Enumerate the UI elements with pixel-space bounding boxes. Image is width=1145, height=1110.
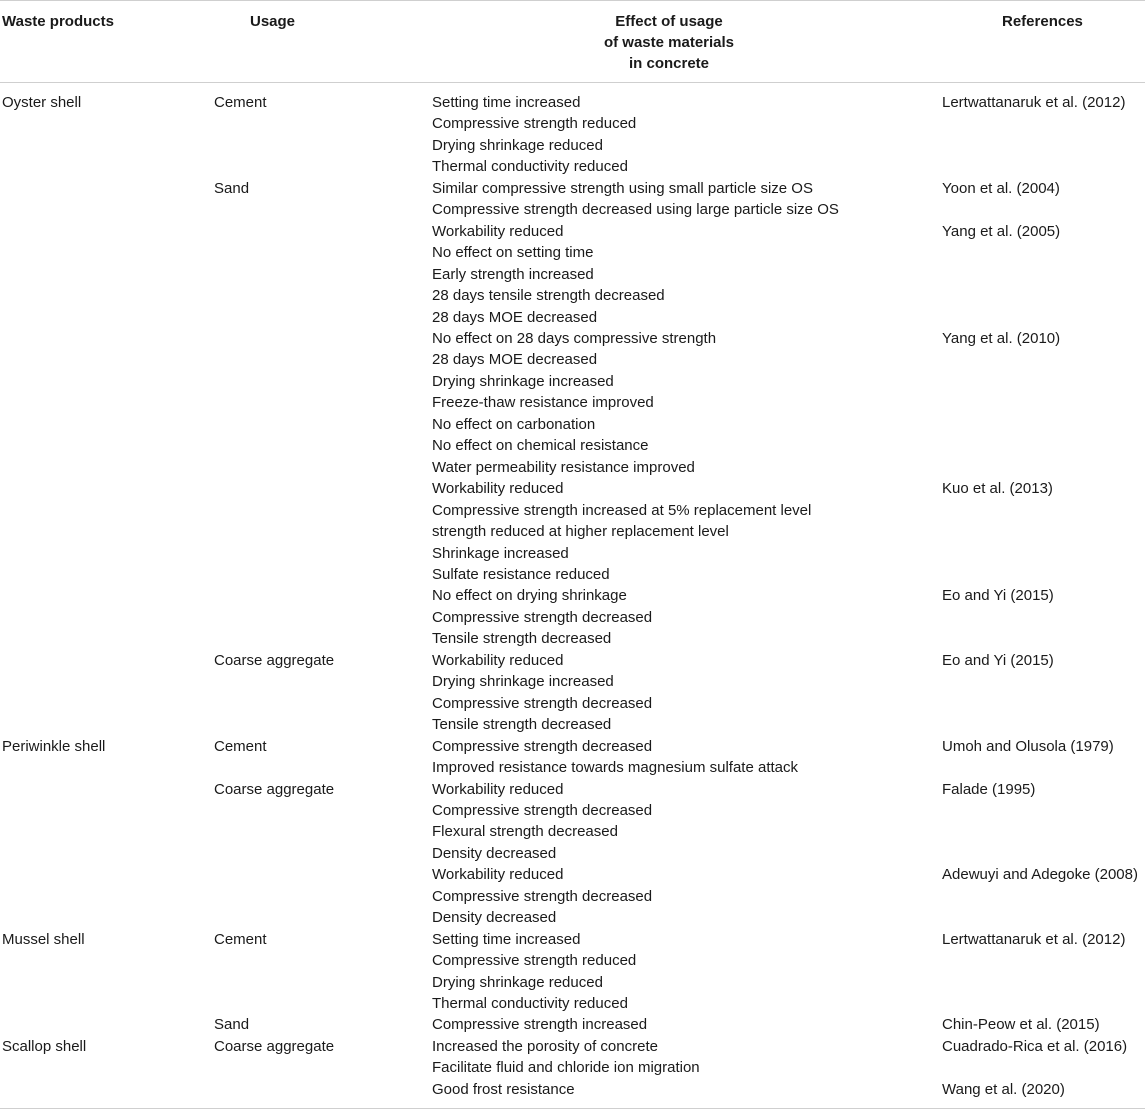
header-effect-line-1: Effect of usage <box>615 13 723 30</box>
table-row <box>0 349 1145 370</box>
cell-reference: Eo and Yi (2015) <box>942 651 1054 669</box>
table-row <box>0 178 1145 199</box>
table-row <box>0 607 1145 628</box>
cell-effect: Shrinkage increased <box>432 544 569 562</box>
table-row <box>0 907 1145 928</box>
cell-usage: Cement <box>214 737 267 755</box>
cell-effect: Compressive strength increased at 5% replacement level <box>432 501 812 519</box>
cell-effect: Compressive strength decreased <box>432 801 653 819</box>
cell-effect: Freeze-thaw resistance improved <box>432 394 654 412</box>
cell-effect: Facilitate fluid and chloride ion migration <box>432 1059 700 1077</box>
table-row <box>0 135 1145 156</box>
cell-reference: Lertwattanaruk et al. (2012) <box>942 94 1126 111</box>
table-row <box>0 650 1145 671</box>
cell-reference: Lertwattanaruk et al. (2012) <box>942 930 1126 948</box>
cell-effect: Similar compressive strength using small particle size OS <box>432 179 813 197</box>
table-row <box>0 929 1145 950</box>
cell-effect: No effect on carbonation <box>432 415 596 433</box>
table-row <box>0 693 1145 714</box>
cell-effect: No effect on setting time <box>432 244 594 262</box>
table-row <box>0 457 1145 478</box>
cell-effect: Compressive strength decreased <box>432 887 653 905</box>
cell-effect: 28 days MOE decreased <box>432 308 598 326</box>
cell-reference: Adewuyi and Adegoke (2008) <box>942 866 1138 884</box>
cell-effect: Compressive strength decreased <box>432 608 653 626</box>
header-usage: Usage <box>250 13 296 30</box>
cell-usage: Cement <box>214 94 267 111</box>
table-row <box>0 414 1145 435</box>
table-row <box>0 1079 1145 1100</box>
table-row <box>0 478 1145 499</box>
table-row <box>0 564 1145 585</box>
table-row <box>0 972 1145 993</box>
cell-effect: Setting time increased <box>432 930 581 948</box>
header-effect <box>520 11 818 74</box>
table-row <box>0 757 1145 778</box>
table-row <box>0 1057 1145 1078</box>
table-body <box>0 92 1145 1100</box>
table-row <box>0 156 1145 177</box>
table-row <box>0 779 1145 800</box>
table-row <box>0 628 1145 649</box>
table-row <box>0 242 1145 263</box>
cell-waste-product: Oyster shell <box>2 94 82 111</box>
table-row <box>0 1014 1145 1035</box>
cell-usage: Sand <box>214 1016 250 1034</box>
table-row <box>0 221 1145 242</box>
cell-usage: Coarse aggregate <box>214 651 335 669</box>
cell-waste-product: Scallop shell <box>2 1037 87 1055</box>
cell-effect: Compressive strength increased <box>432 1016 648 1034</box>
cell-effect: Thermal conductivity reduced <box>432 995 628 1013</box>
table-row <box>0 199 1145 220</box>
cell-reference: Chin-Peow et al. (2015) <box>942 1016 1100 1034</box>
cell-reference: Umoh and Olusola (1979) <box>942 737 1114 755</box>
cell-effect: Tensile strength decreased <box>432 716 612 734</box>
cell-effect: No effect on chemical resistance <box>432 437 649 455</box>
cell-effect: No effect on drying shrinkage <box>432 587 627 605</box>
table-row <box>0 371 1145 392</box>
table-row <box>0 285 1145 306</box>
cell-effect: Early strength increased <box>432 265 594 283</box>
table-row <box>0 307 1145 328</box>
cell-waste-product: Mussel shell <box>2 930 85 948</box>
cell-effect: Sulfate resistance reduced <box>432 565 610 583</box>
cell-reference: Yang et al. (2005) <box>942 222 1061 240</box>
table-row <box>0 800 1145 821</box>
header-references: References <box>1002 13 1083 30</box>
table-row <box>0 500 1145 521</box>
cell-waste-product: Periwinkle shell <box>2 737 106 755</box>
cell-reference: Eo and Yi (2015) <box>942 587 1054 605</box>
table-header <box>0 0 1145 82</box>
header-divider-rule <box>0 82 1145 83</box>
table-row <box>0 714 1145 735</box>
table-row <box>0 435 1145 456</box>
cell-effect: Drying shrinkage reduced <box>432 973 603 991</box>
table-row <box>0 1036 1145 1057</box>
cell-effect: Increased the porosity of concrete <box>432 1037 658 1055</box>
table-row <box>0 543 1145 564</box>
table-row <box>0 864 1145 885</box>
cell-effect: Improved resistance towards magnesium sulfate attack <box>432 759 798 777</box>
cell-effect: Good frost resistance <box>432 1080 575 1098</box>
cell-effect: Water permeability resistance improved <box>432 458 695 476</box>
table-row <box>0 585 1145 606</box>
table-row <box>0 521 1145 542</box>
cell-effect: Workability reduced <box>432 866 564 884</box>
cell-effect: 28 days MOE decreased <box>432 351 598 369</box>
table-row <box>0 264 1145 285</box>
cell-effect: Workability reduced <box>432 480 564 498</box>
table-row <box>0 736 1145 757</box>
cell-effect: Compressive strength decreased <box>432 694 653 712</box>
cell-effect: Compressive strength reduced <box>432 952 637 970</box>
header-waste-products: Waste products <box>2 13 114 30</box>
cell-reference: Falade (1995) <box>942 780 1036 798</box>
table-row <box>0 821 1145 842</box>
cell-usage: Coarse aggregate <box>214 1037 335 1055</box>
cell-effect: Compressive strength decreased using large particle size OS <box>432 201 839 219</box>
cell-usage: Cement <box>214 930 267 948</box>
table-row <box>0 113 1145 134</box>
cell-effect: Drying shrinkage reduced <box>432 136 603 154</box>
table-bottom-rule <box>0 1108 1145 1109</box>
cell-reference: Wang et al. (2020) <box>942 1080 1065 1098</box>
cell-effect: Setting time increased <box>432 94 581 111</box>
cell-effect: Density decreased <box>432 844 557 862</box>
cell-effect: Compressive strength reduced <box>432 115 637 133</box>
cell-effect: Drying shrinkage increased <box>432 673 614 691</box>
header-effect-line-3: in concrete <box>628 55 710 72</box>
cell-effect: Drying shrinkage increased <box>432 372 614 390</box>
cell-effect: Flexural strength decreased <box>432 823 618 841</box>
cell-reference: Yoon et al. (2004) <box>942 179 1060 197</box>
table-row <box>0 993 1145 1014</box>
header-effect-line-2: of waste materials <box>603 34 735 51</box>
table-row <box>0 843 1145 864</box>
cell-reference: Kuo et al. (2013) <box>942 480 1053 498</box>
cell-effect: Workability reduced <box>432 780 564 798</box>
table-row <box>0 392 1145 413</box>
table-row <box>0 950 1145 971</box>
cell-effect: Density decreased <box>432 909 557 927</box>
cell-effect: Thermal conductivity reduced <box>432 158 628 176</box>
cell-usage: Coarse aggregate <box>214 780 335 798</box>
cell-effect: Compressive strength decreased <box>432 737 653 755</box>
cell-effect: Tensile strength decreased <box>432 630 612 648</box>
cell-reference: Cuadrado-Rica et al. (2016) <box>942 1037 1128 1055</box>
cell-usage: Sand <box>214 179 250 197</box>
cell-effect: strength reduced at higher replacement level <box>432 523 729 541</box>
cell-effect: Workability reduced <box>432 222 564 240</box>
cell-reference: Yang et al. (2010) <box>942 329 1061 347</box>
cell-effect: Workability reduced <box>432 651 564 669</box>
table-row <box>0 92 1145 113</box>
table-row <box>0 886 1145 907</box>
table-row <box>0 671 1145 692</box>
cell-effect: No effect on 28 days compressive strength <box>432 329 717 347</box>
table-row <box>0 328 1145 349</box>
cell-effect: 28 days tensile strength decreased <box>432 287 665 305</box>
